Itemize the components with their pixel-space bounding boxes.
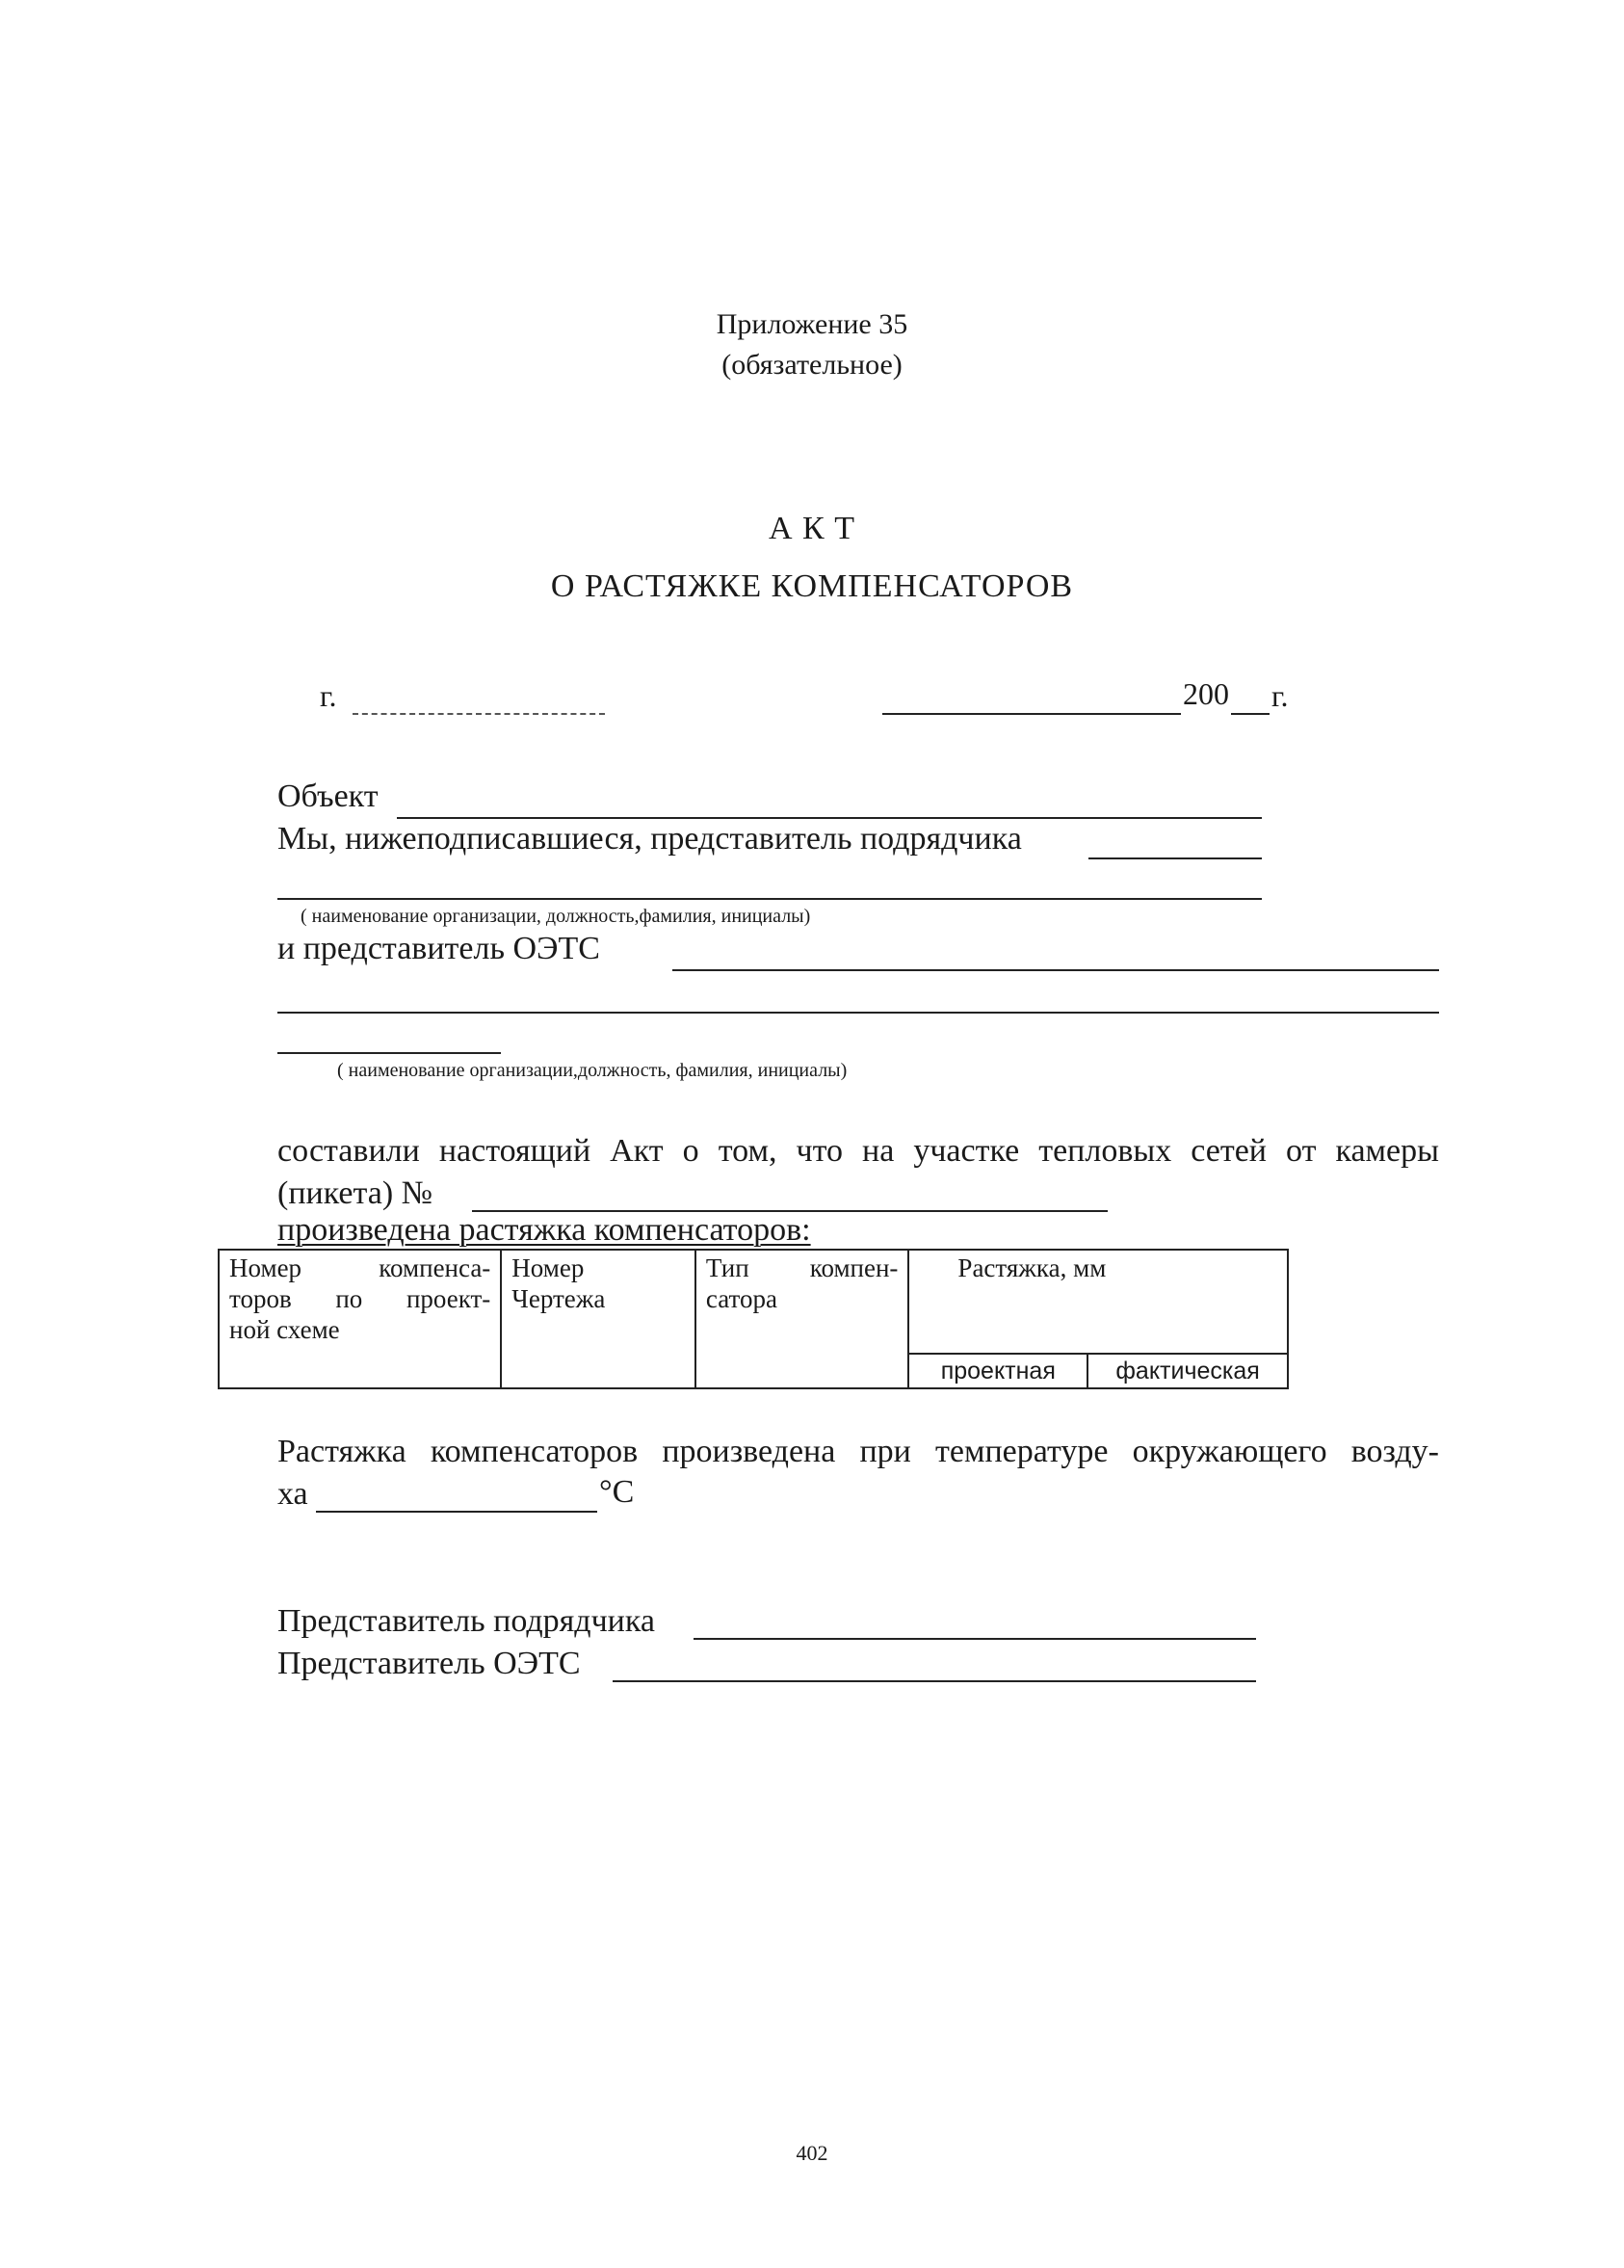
undersigned-line: Мы, нижеподписавшиеся, представитель подрядчика — [277, 821, 1022, 857]
col-stretch-actual: фактическая — [1087, 1354, 1288, 1388]
col-compensator-number — [219, 1250, 501, 1388]
page-number: 402 — [796, 2141, 828, 2165]
city-blank — [353, 713, 605, 715]
oets-blank — [672, 969, 1439, 971]
date-blank — [882, 713, 1181, 715]
city-prefix: г. — [320, 678, 337, 713]
act-title: А К Т — [769, 511, 855, 546]
year-suffix: г. — [1271, 678, 1289, 713]
appendix-number: Приложение 35 — [716, 308, 908, 340]
object-label: Объект — [277, 778, 379, 814]
temperature-line-1: Растяжка компенсаторов произведена при температуре окружающего возду- — [277, 1434, 1439, 1469]
col1-line-1: Номер компенса- — [229, 1253, 491, 1282]
col3-line-2: сатора — [705, 1284, 777, 1313]
object-blank — [397, 817, 1262, 819]
col-stretch-design: проектная — [908, 1354, 1087, 1388]
appendix-status: (обязательное) — [721, 349, 903, 381]
col1-line-2: торов по проект- — [229, 1284, 491, 1313]
org-caption-2: ( наименование организации,должность, фамилия, инициалы) — [337, 1060, 848, 1081]
temperature-blank — [316, 1511, 597, 1513]
col-drawing-number — [501, 1250, 695, 1388]
temperature-unit: °С — [599, 1474, 635, 1510]
oets-blank-2 — [277, 1012, 1439, 1014]
contractor-blank — [1088, 857, 1262, 859]
oets-signature-blank — [613, 1680, 1256, 1682]
col-stretch-header: Растяжка, мм — [908, 1250, 1288, 1354]
year-prefix: 200 — [1183, 676, 1229, 711]
org-caption-1: ( наименование организации, должность,фамилия, инициалы) — [301, 906, 811, 927]
contractor-signature-label: Представитель подрядчика — [277, 1603, 655, 1639]
contractor-signature-blank — [694, 1638, 1256, 1640]
temperature-line-2: ха — [277, 1476, 308, 1512]
contractor-blank-2 — [277, 898, 1262, 900]
compensator-table — [218, 1249, 1289, 1389]
statement-line-1: составили настоящий Акт о том, что на участке тепловых сетей от камеры — [277, 1133, 1439, 1169]
col-compensator-type — [695, 1250, 909, 1388]
oets-blank-3 — [277, 1052, 501, 1054]
col2-line-2: Чертежа — [511, 1284, 606, 1313]
statement-line-2: (пикета) № — [277, 1175, 433, 1211]
col3-line-1: Тип компен- — [705, 1253, 899, 1282]
col2-line-1: Номер — [511, 1253, 585, 1282]
oets-label: и представитель ОЭТС — [277, 931, 600, 966]
oets-signature-label: Представитель ОЭТС — [277, 1646, 581, 1681]
year-blank — [1231, 713, 1270, 715]
statement-line-3: произведена растяжка компенсаторов: — [277, 1212, 811, 1248]
col1-line-3: ной схеме — [229, 1315, 340, 1344]
act-subject: О РАСТЯЖКЕ КОМПЕНСАТОРОВ — [550, 568, 1074, 604]
